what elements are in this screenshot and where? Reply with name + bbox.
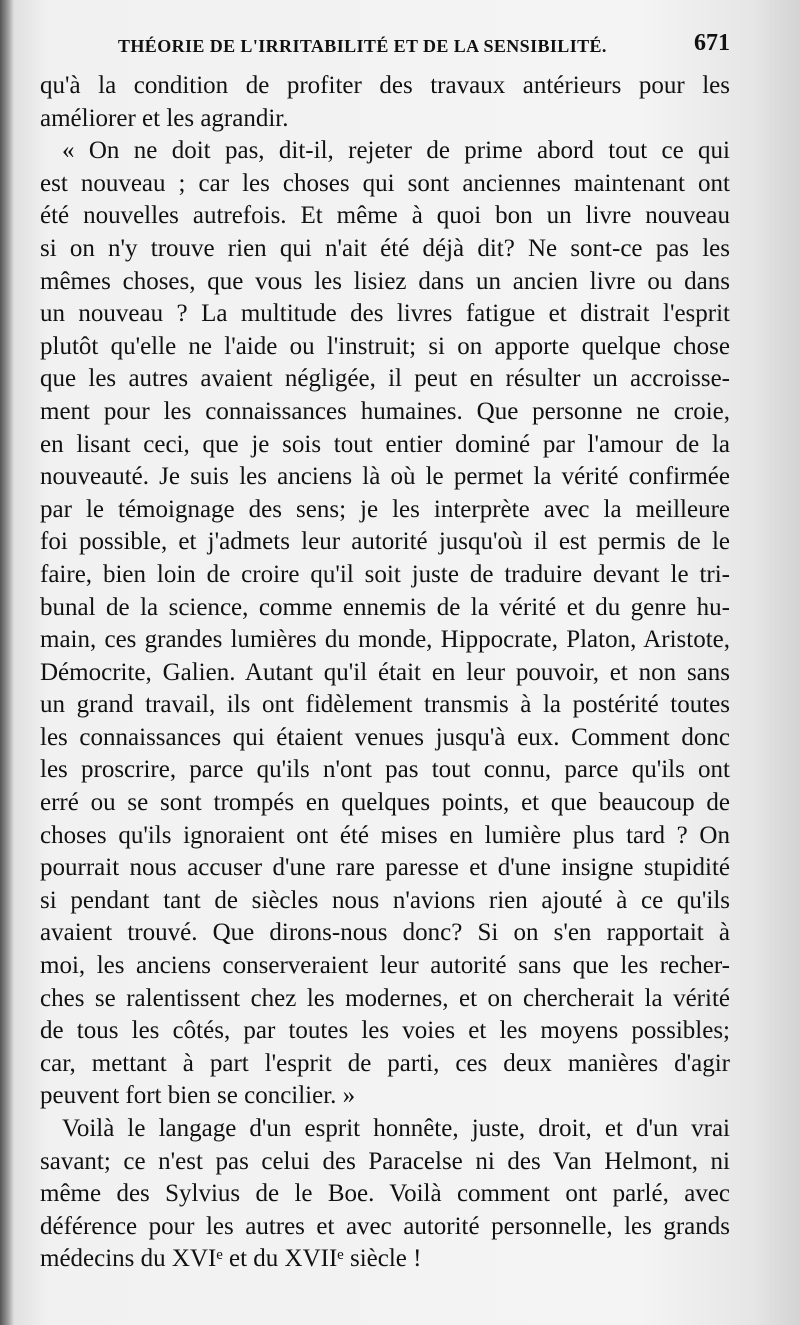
text-line: moi, les anciens conserveraient leur autorité sans que les recher- — [40, 952, 730, 980]
text-line: mêmes choses, que vous les lisiez dans un ancien livre ou dans — [40, 267, 730, 295]
text-line: en lisant ceci, que je sois tout entier dominé par l'amour de la — [40, 430, 730, 458]
text-line: Voilà le langage d'un esprit honnête, juste, droit, et d'un vrai — [62, 1115, 730, 1142]
text-line: « On ne doit pas, dit-il, rejeter de prime abord tout ce qui — [62, 137, 730, 165]
page-header — [90, 30, 740, 64]
text-line: plutôt qu'elle ne l'aide ou l'instruit; si on apporte quelque chose — [40, 332, 730, 360]
text-line: avaient trouvé. Que dirons-nous donc? Si on s'en rapportait à — [40, 919, 730, 947]
text-line: bunal de la science, comme ennemis de la vérité et du genre hu- — [40, 593, 730, 621]
text-line: déférence pour les autres et avec autorité personnelle, les grands — [40, 1212, 730, 1240]
text-line: est nouveau ; car les choses qui sont anciennes maintenant ont — [40, 169, 730, 197]
text-line: Démocrite, Galien. Autant qu'il était en leur pouvoir, et non sans — [40, 658, 730, 686]
text-line: ment pour les connaissances humaines. Que personne ne croie, — [40, 397, 730, 425]
text-line: erré ou se sont trompés en quelques points, et que beaucoup de — [40, 789, 730, 817]
text-line: faire, bien loin de croire qu'il soit juste de traduire devant le tri- — [40, 560, 730, 588]
text-line: peuvent fort bien se concilier. » — [40, 1082, 356, 1110]
text-line: par le témoignage des sens; je les interprète avec la meilleure — [40, 495, 730, 523]
text-line: un grand travail, ils ont fidèlement transmis à la postérité toutes — [40, 691, 730, 719]
text-line: si pendant tant de siècles nous n'avions rien ajouté à ce qu'ils — [40, 886, 730, 914]
text-line: qu'à la condition de profiter des travaux antérieurs pour les — [40, 72, 730, 99]
text-line: médecins du XVIᵉ et du XVIIᵉ siècle ! — [40, 1245, 422, 1273]
text-line: un nouveau ? La multitude des livres fatigue et distrait l'esprit — [40, 300, 730, 328]
text-line: les connaissances qui étaient venues jusqu'à eux. Comment donc — [40, 723, 730, 751]
text-line: si on n'y trouve rien qui n'ait été déjà dit? Ne sont-ce pas les — [40, 234, 730, 262]
text-line: améliorer et les agrandir. — [40, 104, 289, 132]
text-line: ches se ralentissent chez les modernes, et on chercherait la vérité — [40, 984, 730, 1012]
text-line: que les autres avaient négligée, il peut en résulter un accroisse- — [40, 365, 730, 393]
text-line: de tous les côtés, par toutes les voies et les moyens possibles; — [40, 1017, 730, 1045]
text-line: main, ces grandes lumières du monde, Hippocrate, Platon, Aristote, — [40, 626, 730, 654]
text-line: été nouvelles autrefois. Et même à quoi bon un livre nouveau — [40, 202, 730, 230]
text-line: pourrait nous accuser d'une rare paresse et d'une insigne stupidité — [40, 854, 730, 882]
binding-shadow — [0, 0, 14, 1325]
text-line: choses qu'ils ignoraient ont été mises en lumière plus tard ? On — [40, 821, 730, 849]
page-number: 671 — [694, 30, 730, 56]
text-line: foi possible, et j'admets leur autorité jusqu'où il est permis de le — [40, 528, 730, 556]
running-title: THÉORIE DE L'IRRITABILITÉ ET DE LA SENSIBILITÉ. — [118, 36, 607, 56]
text-line: nouveauté. Je suis les anciens là où le permet la vérité confirmée — [40, 463, 730, 491]
text-line: savant; ce n'est pas celui des Paracelse ni des Van Helmont, ni — [40, 1147, 730, 1175]
text-line: les proscrire, parce qu'ils n'ont pas tout connu, parce qu'ils ont — [40, 756, 730, 784]
text-line: car, mettant à part l'esprit de parti, ces deux manières d'agir — [40, 1049, 730, 1077]
page-body — [40, 70, 730, 1276]
text-line: même des Sylvius de le Boe. Voilà comment ont parlé, avec — [40, 1180, 730, 1208]
